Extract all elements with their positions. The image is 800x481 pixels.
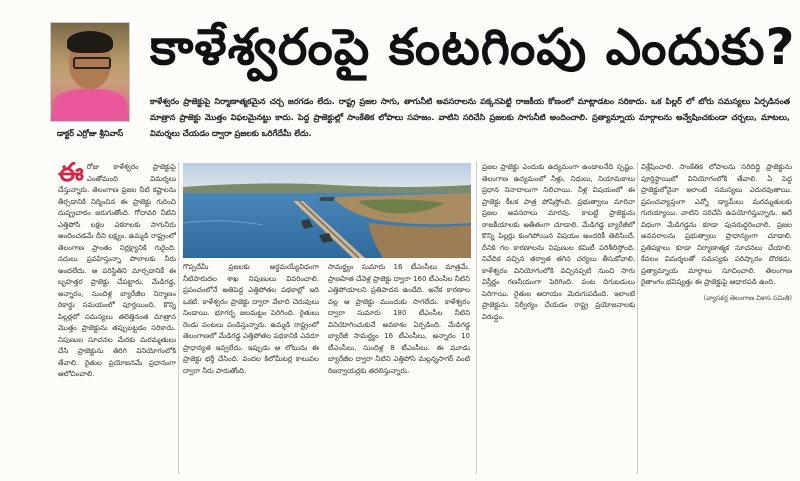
author-photo <box>50 22 130 122</box>
article-column-4: ప్రజల ప్రాజెక్టు ఎందుకు ఉద్యమంగా ఉండాలనేది స్పష్టం. తెలంగాణ ఉద్యమంలో నీళ్లు, నిధులు, నియామకాలు ప్రధాన నినాదాలుగా నిలిచాయి. నీళ్ల విషయంలో ఈ ప్రాజెక్టు కీలక పాత్ర పోషిస్తోంది. ప్రభుత్వాలు మారినా ప్రజల అవసరాలు మారవు. కాబట్టి ప్రాజెక్టును రాజకీయాలకు అతీతంగా చూడాలి. మేడిగడ్డ బ్యారేజీలో కొన్ని పిల్లర్లు కుంగిపోయిన విషయం అందరికీ తెలిసిందే. దీనికి గల కారణాలను నిపుణుల కమిటీ పరిశీలిస్తోంది. నివేదిక వచ్చిన తర్వాత తగిన చర్యలు తీసుకోవాలి. కాళేశ్వరం వినియోగంలోకి వచ్చినప్పటి నుంచి సాగు విస్తీర్ణం గణనీయంగా పెరిగింది. పంట దిగుబడులు పెరిగాయి. రైతుల ఆదాయం మెరుగుపడింది. ఇలాంటి ప్రాజెక్టును నిర్వీర్యం చేయడం రాష్ట్ర ప్రయోజనాలకు విరుద్ధం. <box>482 163 635 321</box>
article-column-3: సామర్థ్యం సుమారు 16 టీఎంసీలు మాత్రమే. ప్రాణహిత చేవెళ్ల ప్రాజెక్టు ద్వారా 160 టీఎంసీల నీటిని ఎత్తిపోయాలని ప్రతిపాదన ఉండేది. అనేక కారణాల వల్ల ఆ ప్రాజెక్టు ముందుకు సాగలేదు. కాళేశ్వరం ద్వారా సుమారు 180 టీఎంసీల నీటిని వినియోగించుకునే అవకాశం ఏర్పడింది. మేడిగడ్డ బ్యారేజీ సామర్థ్యం 16 టీఎంసీలు, అన్నారం 10 టీఎంసీలు, సుందిళ్ల 8 టీఎంసీలు. ఈ మూడు బ్యారేజీల ద్వారా నీటిని ఎత్తిపోసి మల్లన్నసాగర్ వంటి రిజర్వాయర్లకు తరలిస్తున్నారు. <box>328 263 470 375</box>
column-5-text: విశ్లేషించాలి. సాంకేతిక లోపాలను సరిదిద్ది ప్రాజెక్టును పూర్తిస్థాయిలో వినియోగంలోకి తేవాలి. ఏ పెద్ద ప్రాజెక్టులోనైనా ఇలాంటి సమస్యలు ఎదురవుతాయి. ప్రపంచవ్యాప్తంగా ఎన్నో డ్యామ్‌లు మరమ్మతులకు గురయ్యాయి. వాటిని సరిచేసి ఉపయోగిస్తున్నారు. అదే విధంగా మేడిగడ్డను కూడా పునరుద్ధరించాలి. ప్రజల అవసరాలను ప్రభుత్వాలు ప్రాధాన్యంగా చూడాలి. ప్రతిపక్షాలు కూడా నిర్మాణాత్మక సూచనలు చేయాలి. కేవలం విమర్శలతో సమస్యకు పరిష్కారం దొరకదు. ప్రత్యామ్నాయ మార్గాలు సూచించాలి. తెలంగాణ రైతాంగం భవిష్యత్తు ఈ ప్రాజెక్టుపై ఆధారపడి ఉంది. <box>641 163 792 286</box>
deck-summary: కాళేశ్వరం ప్రాజెక్టుపై నిర్మాణాత్మకమైన చర్చ జరగడం లేదు. రాష్ట్ర ప్రజల సాగు, తాగునీటి అవసరాలను పక్కనపెట్టి రాజకీయ కోణంలో మాట్లాడటం సరికాదు. ఒక పిల్లర్ లో బోరు సమస్యలు ఏర్పడినంత మాత్రాన ప్రాజెక్టు మొత్తం విఫలమైనట్టు కాదు. పెద్ద ప్రాజెక్టుల్లో సాంకేతిక లోపాలు సహజం. వాటిని సరిచేసి ప్రజలకు సాగునీటి అందించాలి. ప్రత్యామ్నాయ మార్గాలను అన్వేషించకుండా చర్చలు, మాటలు, విమర్శలు చేయడం ద్వారా ప్రజలకు ఒరిగేదేమీ లేదు. <box>150 96 790 138</box>
dam-photo <box>183 163 471 258</box>
drop-cap: ఈ <box>58 162 84 188</box>
column-divider <box>476 162 477 474</box>
column-1-text: రోజు కాళేశ్వరం ప్రాజెక్టుపై ఎంతోమంది విమర్శలు చేస్తున్నారు. తెలంగాణ ప్రజల నీటి కష్టాలను తీర్చడానికి నిర్మించిన ఈ ప్రాజెక్టు గురించి దుష్ప్రచారం జరుగుతోంది. గోదావరి నీటిని ఎత్తిపోసి లక్షల ఎకరాలకు సాగునీరు అందించడమే దీని లక్ష్యం. ఉమ్మడి రాష్ట్రంలో తెలంగాణ ప్రాంతం నిర్లక్ష్యానికి గురైంది. నదులు ప్రవహిస్తున్నా పొలాలకు నీరు అందలేదు. ఆ పరిస్థితిని మార్చడానికే ఈ బృహత్తర ప్రాజెక్టు చేపట్టారు. మేడిగడ్డ, అన్నారం, సుందిళ్ల బ్యారేజీల నిర్మాణం రికార్డు సమయంలో పూర్తయింది. కొన్ని పిల్లర్లలో సమస్యలు తలెత్తినంత మాత్రాన మొత్తం ప్రాజెక్టును తప్పుబట్టడం సరికాదు. నిపుణుల సూచనల మేరకు మరమ్మతులు చేసి ప్రాజెక్టును తిరిగి వినియోగంలోకి తేవాలి. రైతుల ప్రయోజనమే ప్రధానంగా ఆలోచించాలి. <box>58 163 176 378</box>
article-column-1 <box>58 162 176 474</box>
article-column-5 <box>641 162 792 474</box>
author-name: డాక్టర్ ఎర్రోజు శ్రీనివాస్ <box>56 129 124 138</box>
author-credit: (వ్యాసకర్త తెలంగాణ వికాస సమితి) <box>703 293 792 302</box>
headline: కాళేశ్వరంపై కంటగింపు ఎందుకు? <box>150 18 796 76</box>
column-divider <box>637 162 638 474</box>
article-column-2: గొప్పదేమీ ప్రజలకు అర్థమయ్యేవిధంగా నీటిపారుదల శాఖ నిపుణులు వివరించాలి. ప్రపంచంలోనే అతిపెద్ద ఎత్తిపోతల పథకాల్లో ఇది ఒకటి. కాళేశ్వరం ప్రాజెక్టు ద్వారా వేలాది చెరువులు నిండాయి. భూగర్భ జలమట్టం పెరిగింది. రైతులు రెండు పంటలు పండిస్తున్నారు. ఉమ్మడి రాష్ట్రంలో తెలంగాణలో మేడిగడ్డ ఎత్తిపోతల పథకానికి ఎవరూ ప్రాధాన్యత ఇవ్వలేదు. ఇప్పుడు ఆ లోటును ఈ ప్రాజెక్టు భర్తీ చేసింది. వందల కిలోమీటర్ల కాలువల ద్వారా నీరు పారుతోంది. <box>183 263 319 375</box>
column-divider <box>178 162 179 474</box>
